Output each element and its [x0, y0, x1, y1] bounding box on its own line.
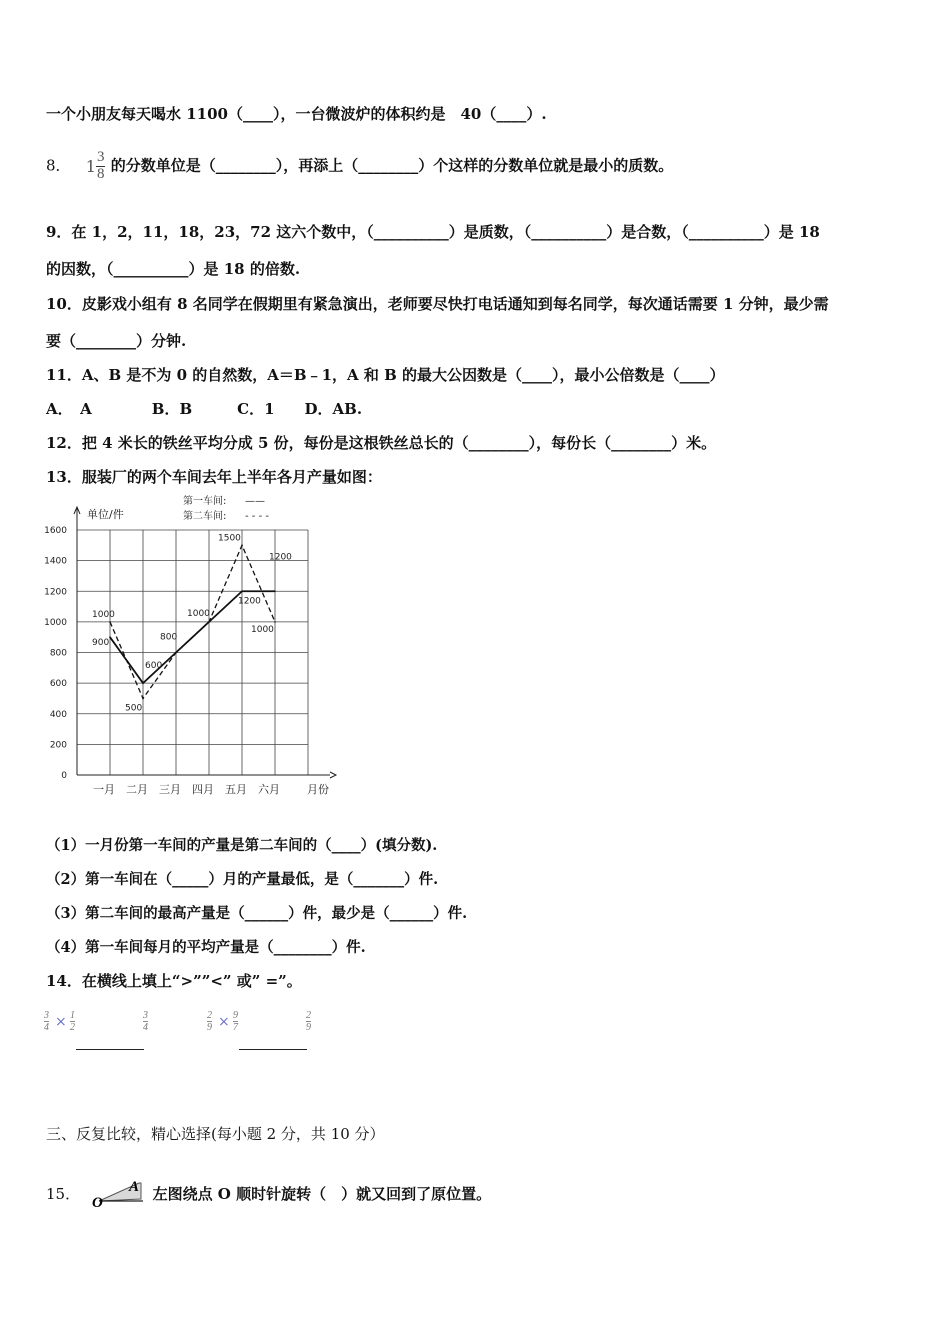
data-label: 1200 — [238, 596, 261, 607]
y-tick-label: 800 — [49, 648, 67, 659]
data-label: 800 — [160, 632, 178, 643]
series-2-point — [208, 621, 210, 623]
legend-entry-label: 第二车间: — [183, 511, 227, 522]
legend-entry-mark: —— — [245, 496, 265, 507]
question-13-part-4: （4）第一车间每月的平均产量是（________）件. — [46, 939, 366, 956]
series-2-point — [241, 545, 243, 547]
numerator: 2 — [207, 1010, 212, 1021]
mixed-number — [86, 150, 106, 183]
data-label: 1000 — [187, 608, 210, 619]
question-9-line-a: 9．在 1，2，11，18，23，72 这六个数中，（__________）是质数，（__________）是合数，（__________）是 18 — [46, 223, 820, 241]
q14-1-left-fraction — [44, 1010, 49, 1033]
y-tick-label: 0 — [61, 771, 67, 781]
data-label: 1500 — [218, 533, 241, 544]
point-a-label: A — [129, 1179, 140, 1195]
numerator: 1 — [70, 1010, 75, 1021]
series-2-point — [175, 652, 177, 654]
x-tick-label: 三月 — [159, 783, 181, 796]
point-o-label: O — [92, 1195, 104, 1209]
series-2-point — [142, 698, 144, 700]
y-tick-label: 200 — [49, 740, 67, 751]
x-tick-label: 五月 — [225, 783, 247, 796]
numerator: 9 — [233, 1010, 238, 1021]
x-tick-label: 六月 — [258, 783, 280, 796]
y-tick-label: 600 — [49, 679, 67, 690]
multiply-sign: × — [218, 1014, 230, 1030]
data-label: 600 — [145, 661, 163, 672]
fraction-denominator: 8 — [96, 165, 105, 182]
denominator: 4 — [143, 1022, 148, 1033]
series-1-point — [142, 682, 144, 684]
y-axis-label: 单位/件 — [87, 508, 124, 521]
y-tick-label: 1200 — [44, 587, 67, 598]
question-8-text: 的分数单位是（________），再添上（________）个这样的分数单位就是最小的质数。 — [110, 156, 674, 175]
data-label: 1000 — [251, 624, 274, 635]
legend-entry-label: 第一车间: — [183, 496, 227, 507]
y-tick-label: 1000 — [44, 617, 67, 628]
data-label: 1200 — [269, 552, 292, 563]
denominator: 2 — [70, 1022, 75, 1033]
mixed-whole: 1 — [85, 156, 96, 176]
mixed-fraction — [96, 150, 106, 183]
question-14: 14．在横线上填上“>””<” 或” =”。 — [46, 972, 302, 990]
chart-axes — [44, 507, 336, 796]
section-3-heading: 三、反复比较，精心选择(每小题 2 分，共 10 分） — [46, 1125, 385, 1143]
question-10-line-b: 要（________）分钟. — [46, 332, 187, 350]
x-tick-label: 四月 — [192, 783, 214, 796]
q14-1-answer-blank[interactable] — [76, 1049, 144, 1050]
q14-2-answer-blank[interactable] — [239, 1049, 307, 1050]
numerator: 3 — [143, 1010, 148, 1021]
question-11-options: A． A B．B C．1 D．AB. — [46, 400, 363, 418]
x-tick-label: 一月 — [93, 783, 115, 796]
question-13-part-3: （3）第二车间的最高产量是（______）件，最少是（______）件. — [46, 905, 468, 922]
series-1-point — [274, 590, 276, 592]
question-8 — [46, 150, 673, 183]
data-label: 500 — [125, 703, 143, 714]
question-12: 12．把 4 米长的铁丝平均分成 5 份，每份是这根铁丝总长的（________），每份长（________）米。 — [46, 434, 717, 452]
question-10-line-a: 10．皮影戏小组有 8 名同学在假期里有紧急演出，老师要尽快打电话通知到每名同学，每次通话需要 1 分钟，最少需 — [46, 295, 829, 313]
numerator: 2 — [306, 1010, 311, 1021]
chart-legend — [183, 494, 269, 522]
fraction-numerator: 3 — [96, 149, 105, 165]
question-15 — [46, 1173, 491, 1209]
question-13: 13．服装厂的两个车间去年上半年各月产量如图： — [46, 468, 382, 486]
y-tick-label: 1600 — [44, 526, 67, 536]
denominator: 9 — [306, 1022, 311, 1033]
denominator: 9 — [207, 1022, 212, 1033]
q14-2-left-fraction — [207, 1010, 212, 1033]
x-axis-label: 月份 — [307, 783, 329, 796]
legend-entry-mark: - - - - — [245, 511, 269, 522]
data-label: 1000 — [92, 609, 115, 620]
q14-2-compare-fraction — [306, 1010, 311, 1033]
series-1-point — [241, 590, 243, 592]
y-tick-label: 400 — [49, 709, 67, 720]
rotation-figure-icon — [91, 1173, 147, 1209]
question-11: 11．A、B 是不为 0 的自然数，A＝B﹣1，A 和 B 的最大公因数是（____），最小公倍数是（____） — [46, 366, 725, 384]
x-tick-label: 二月 — [126, 783, 148, 796]
q14-1-compare-fraction — [143, 1010, 148, 1033]
y-tick-label: 1400 — [44, 556, 67, 567]
multiply-sign: × — [55, 1014, 67, 1030]
series-2-point — [274, 621, 276, 623]
x-axis-arrow — [330, 772, 336, 778]
production-line-chart — [40, 494, 340, 804]
chart-grid — [77, 530, 308, 775]
denominator: 7 — [233, 1022, 238, 1033]
q14-1-right-fraction — [70, 1010, 75, 1033]
question-9-line-b: 的因数，（__________）是 18 的倍数. — [46, 260, 301, 278]
question-15-text: 左图绕点 O 顺时针旋转（ ）就又回到了原位置。 — [152, 1185, 492, 1203]
series-1-point — [109, 636, 111, 638]
question-7-line: 一个小朋友每天喝水 1100（____），一台微波炉的体积约是 40（____）. — [46, 105, 547, 123]
question-13-part-2: （2）第一车间在（_____）月的产量最低，是（_______）件. — [46, 871, 439, 888]
series-2-point — [109, 621, 111, 623]
q14-2-right-fraction — [233, 1010, 238, 1033]
data-label: 900 — [92, 638, 110, 649]
question-15-number: 15． — [46, 1185, 81, 1203]
question-8-number: 8． — [46, 156, 71, 175]
question-13-part-1: （1）一月份第一车间的产量是第二车间的（____）(填分数). — [46, 837, 438, 854]
denominator: 4 — [44, 1022, 49, 1033]
numerator: 3 — [44, 1010, 49, 1021]
